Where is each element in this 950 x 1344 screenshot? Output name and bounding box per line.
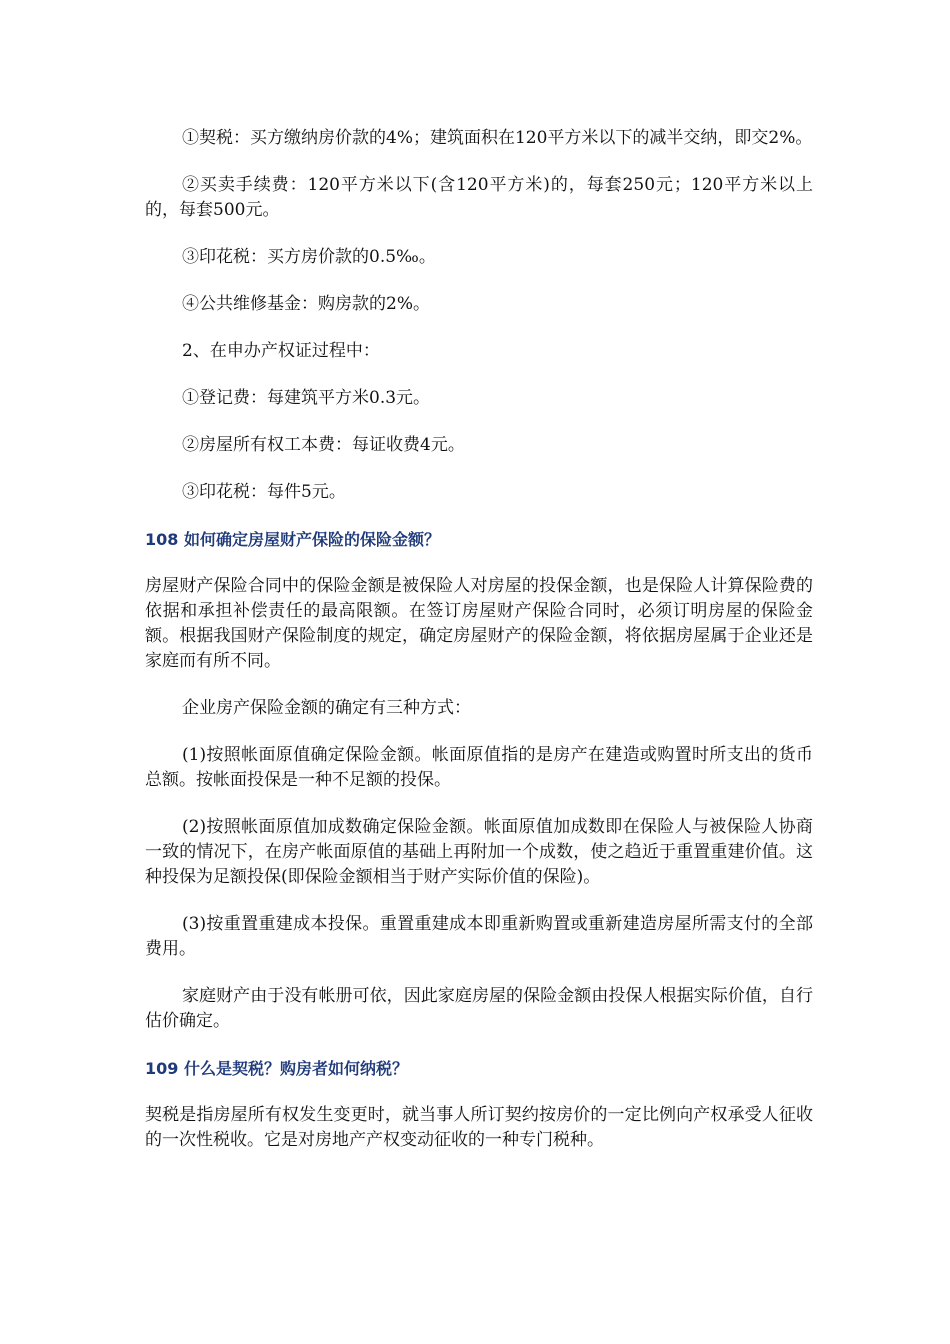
q108-intro: 房屋财产保险合同中的保险金额是被保险人对房屋的投保金额，也是保险人计算保险费的依据和承担补偿责任的最高限额。在签订房屋财产保险合同时，必须订明房屋的保险金额。根据我国财产保险制度的规定，确定房屋财产的保险金额，将依据房屋属于企业还是家庭而有所不同。 [145,576,813,671]
q108-heading: 108 如何确定房屋财产保险的保险金额？ [145,530,440,549]
document-page [145,126,813,1175]
fee-item-maintenance-fund: ④公共维修基金：购房款的2%。 [182,294,430,314]
q108-paragraph: (2)按照帐面原值加成数确定保险金额。帐面原值加成数即在保险人与被保险人协商一致的情况下，在房产帐面原值的基础上再附加一个成数，使之趋近于重置重建价值。这种投保为足额投保(即保险金额相当于财产实际价值的保险)。 [145,817,813,887]
fee-item-registration: ①登记费：每建筑平方米0.3元。 [182,388,431,408]
fee-item-deed-tax: ①契税：买方缴纳房价款的4%；建筑面积在120平方米以下的减半交纳，即交2%。 [182,128,813,148]
q108-paragraph: 企业房产保险金额的确定有三种方式： [182,698,471,718]
q108-paragraph: 家庭财产由于没有帐册可依，因此家庭房屋的保险金额由投保人根据实际价值，自行估价确定。 [145,986,813,1031]
fee-item-stamp-tax: ③印花税：买方房价款的0.5‰。 [182,247,436,267]
q109-heading: 109 什么是契税？购房者如何纳税？ [145,1059,408,1078]
fee-item-certificate-cost: ②房屋所有权工本费：每证收费4元。 [182,435,465,455]
q109-intro: 契税是指房屋所有权发生变更时，就当事人所订契约按房价的一定比例向产权承受人征收的一次性税收。它是对房地产产权变动征收的一种专门税种。 [145,1105,813,1150]
fee-item-handling-fee: ②买卖手续费：120平方米以下(含120平方米)的，每套250元；120平方米以上的，每套500元。 [145,175,813,220]
fee-subsection-title: 2、在申办产权证过程中： [182,341,380,361]
fee-item-stamp-per-piece: ③印花税：每件5元。 [182,482,346,502]
q108-paragraph: (3)按重置重建成本投保。重置重建成本即重新购置或重新建造房屋所需支付的全部费用。 [145,914,813,959]
q108-paragraph: (1)按照帐面原值确定保险金额。帐面原值指的是房产在建造或购置时所支出的货币总额。按帐面投保是一种不足额的投保。 [145,745,813,790]
